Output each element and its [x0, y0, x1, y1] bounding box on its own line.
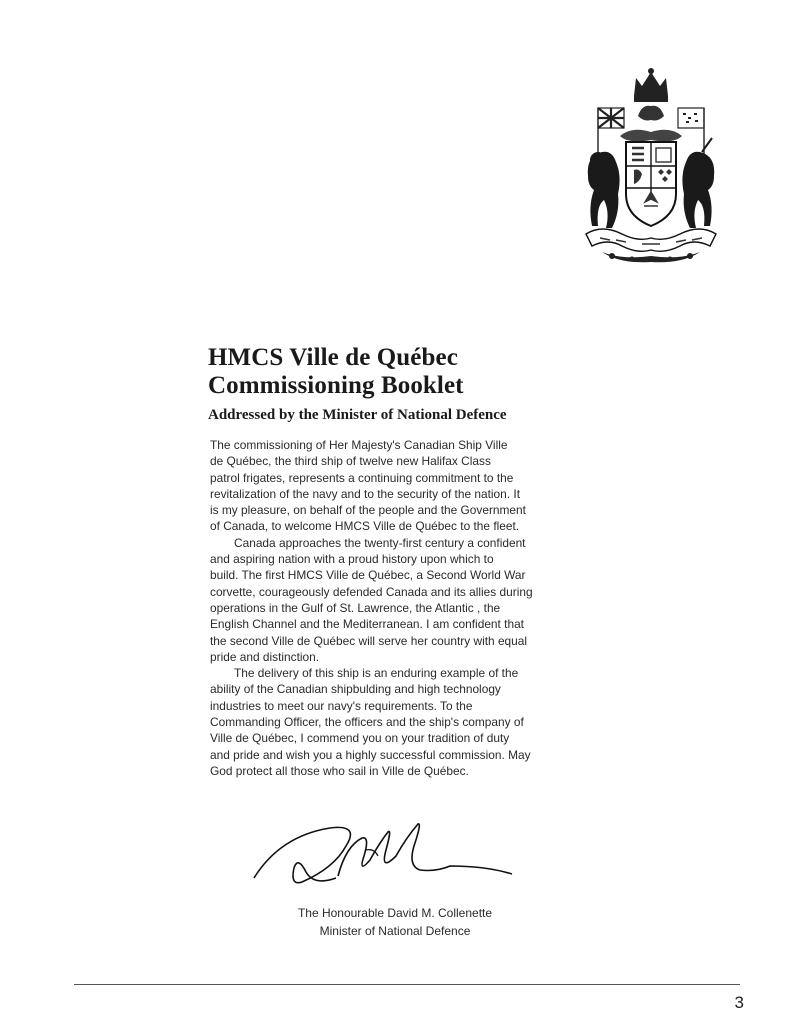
text-line: the second Ville de Québec will serve her country with equal [210, 633, 528, 648]
text-line: of Canada, to welcome HMCS Ville de Québec to the fleet. [210, 519, 520, 534]
signatory-name: The Honourable David M. Collenette [297, 906, 493, 920]
text-line: de Québec, the third ship of twelve new Halifax Class [210, 454, 491, 469]
page-number: 3 [734, 993, 744, 1012]
page-title-line-1: HMCS Ville de Québec [208, 344, 458, 371]
text-line: English Channel and the Mediterranean. I am confident that [210, 617, 524, 632]
text-line: Commanding Officer, the officers and the ship's company of [210, 715, 524, 730]
text-line: pride and distinction. [210, 649, 320, 664]
text-line: Ville de Québec, I commend you on your tradition of duty [210, 731, 510, 746]
paragraph-3 [210, 665, 570, 779]
text-line: industries to meet our navy's requirements. To the [210, 698, 473, 713]
paragraph-2 [210, 535, 570, 665]
text-line: The commissioning of Her Majesty's Canadian Ship Ville [210, 438, 508, 452]
footer-divider [74, 984, 740, 985]
text-line: The delivery of this ship is an enduring example of the [234, 666, 519, 681]
coat-of-arms-icon [582, 66, 720, 264]
text-line: revitalization of the navy and to the security of the nation. It [210, 486, 520, 501]
text-line: patrol frigates, represents a continuing commitment to the [210, 470, 514, 485]
text-line: God protect all those who sail in Ville de Québec. [210, 763, 469, 778]
signatory-title: Minister of National Defence [319, 924, 471, 938]
text-line: and pride and wish you a highly successful commission. May [210, 747, 531, 762]
text-line: corvette, courageously defended Canada and its allies during [210, 584, 533, 599]
signature-icon [250, 816, 520, 896]
text-line: ability of the Canadian shipbulding and high technology [210, 682, 501, 697]
signatory-block [240, 904, 550, 940]
letter-body [210, 437, 570, 779]
page-subtitle: Addressed by the Minister of National Defence [208, 407, 507, 423]
page-title-line-2: Commissioning Booklet [208, 372, 464, 399]
text-line: Canada approaches the twenty-first century a confident [234, 535, 526, 550]
text-line: build. The first HMCS Ville de Québec, a Second World War [210, 568, 526, 583]
text-line: is my pleasure, on behalf of the people and the Government [210, 503, 526, 518]
paragraph-1 [210, 437, 570, 535]
text-line: and aspiring nation with a proud history upon which to [210, 552, 494, 567]
text-line: operations in the Gulf of St. Lawrence, the Atlantic , the [210, 600, 501, 615]
heading-block [208, 344, 628, 426]
